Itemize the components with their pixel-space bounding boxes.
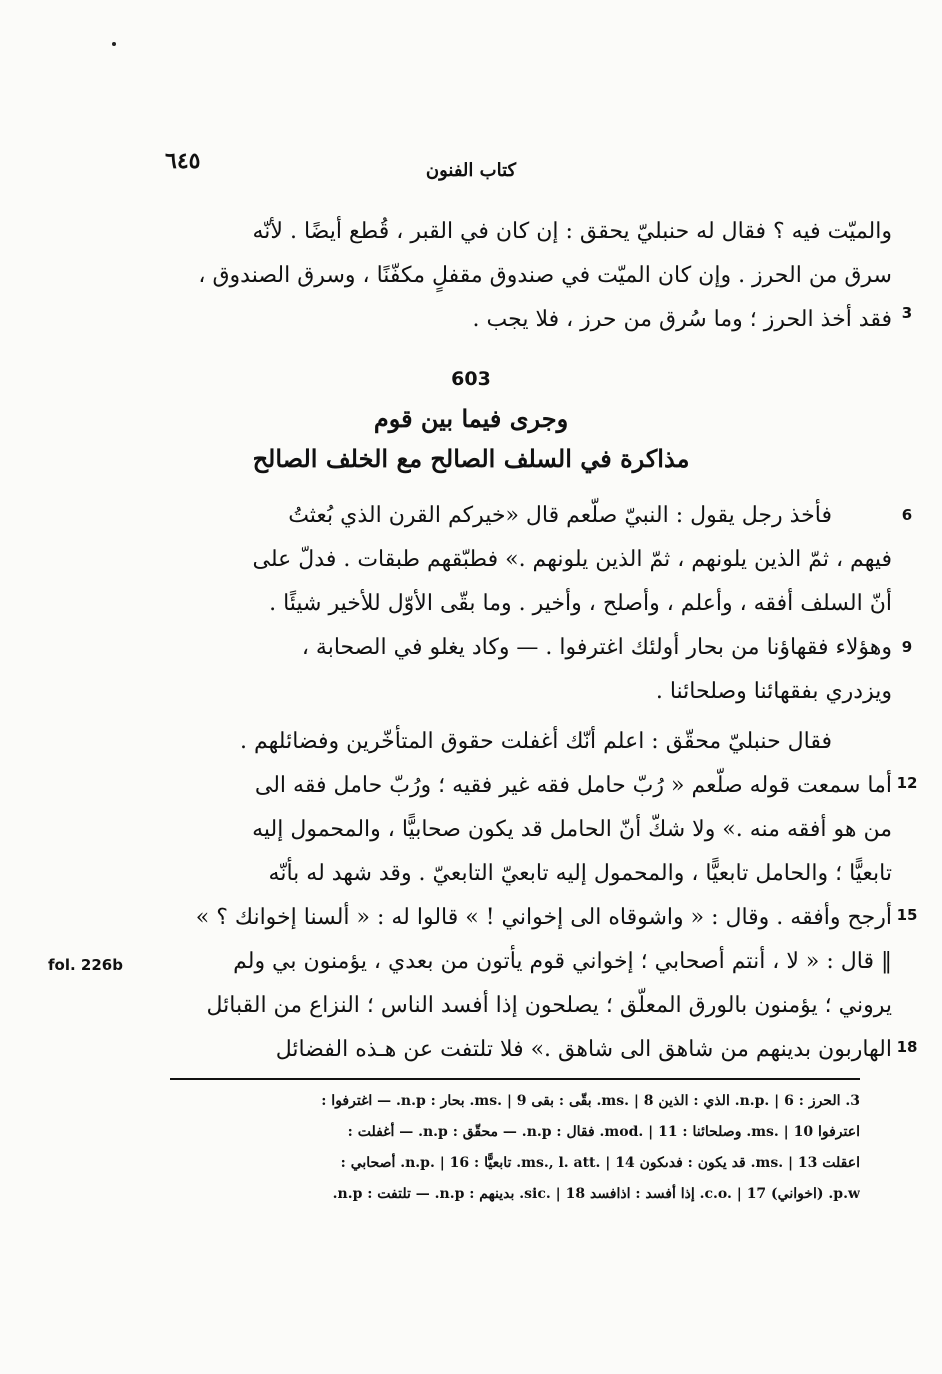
apparatus-line: 3. الحرز : n.p. | 6. الذي : الذين ms. | 8. بقّى : بقى ms. | 9. بحار : n.p. — اغترفوا :: [321, 1093, 860, 1109]
apparatus-line: اعقلت ms. | 13. قد يكون : فدىكون ms., l. att. | 14. تابعيًّا : n.p. | 16. أصحابي :: [340, 1155, 860, 1171]
text-line: أرجح وأفقه . وقال : « واشوقاه الى إخواني ! » قالوا له : « ألسنا إخوانك ؟ »: [195, 905, 892, 930]
text-line: والميّت فيه ؟ فقال له حنبليّ يحقق : إن كان في القبر ، قُطع أيضًا . لأنّه: [252, 219, 892, 244]
text-line: فقال حنبليّ محقّق : اعلم أنّك أغفلت حقوق المتأخّرين وفضائلهم .: [240, 729, 832, 754]
section-heading-line-2: مذاكرة في السلف الصالح مع الخلف الصالح: [252, 444, 690, 473]
section-number: 603: [451, 368, 491, 390]
line-number: 3: [901, 304, 913, 322]
page-number: ٦٤٥: [165, 148, 201, 174]
apparatus-rule: [170, 1078, 860, 1080]
text-line: وهؤلاء فقهاؤنا من بحار أولئك اغترفوا . — وكاد يغلو في الصحابة ،: [301, 635, 892, 660]
folio-note: fol. 226b: [48, 956, 123, 974]
text-line: ‖ قال : « لا ، أنتم أصحابي ؛ إخواني قوم يأتون من بعدي ، يؤمنون بي ولم: [233, 949, 892, 974]
critical-apparatus: [168, 1086, 860, 1210]
text-line: سرق من الحرز . وإن كان الميّت في صندوق مقفلٍ مكفّنًا ، وسرق الصندوق ،: [198, 263, 892, 288]
text-line: أنّ السلف أفقه ، وأعلم ، وأصلح ، وأخير . وما بقّى الأوّل للأخير شيئًا .: [269, 591, 892, 616]
text-line: يروني ؛ يؤمنون بالورق المعلّق ؛ يصلحون إذا أفسد الناس ؛ النزاع من القبائل: [206, 993, 892, 1018]
paper-speck: [112, 42, 116, 46]
text-block-3: [168, 720, 892, 1072]
text-line: فأخذ رجل يقول : النبيّ صلّعم قال «خيركم القرن الذي بُعثتُ: [288, 503, 832, 528]
apparatus-line: اعترفوا ms. | 10. وصلحائنا : mod. | 11. فقال : n.p. — محقّق : n.p. — أغفلت :: [347, 1124, 860, 1140]
line-number: 12: [896, 774, 918, 792]
apparatus-line: p.w. (اخواني) c.o. | 17. إذا أفسد : اذافسد sic. | 18. بدينهم : n.p. — تلتفت : n.p.: [332, 1186, 860, 1202]
line-number: 18: [896, 1038, 918, 1056]
running-title: كتاب الفنون: [425, 160, 517, 181]
text-line: من هو أفقه منه .» ولا شكّ أنّ الحامل قد يكون صحابيًّا ، والمحمول إليه: [252, 817, 892, 842]
line-number: 6: [901, 506, 913, 524]
text-line: ويزدري بفقهائنا وصلحائنا .: [655, 679, 892, 704]
text-line: فيهم ، ثمّ الذين يلونهم ، ثمّ الذين يلونهم .» فطبّقهم طبقات . فدلّ على: [252, 547, 892, 572]
text-line: فقد أخذ الحرز ؛ وما سُرق من حرز ، فلا يجب .: [472, 307, 892, 332]
section-heading-line-1: وجرى فيما بين قوم: [373, 404, 569, 433]
text-line: أما سمعت قوله صلّعم « رُبّ حامل فقه غير فقيه ؛ ورُبّ حامل فقه الى: [254, 773, 892, 798]
text-line: تابعيًّا ؛ والحامل تابعيًّا ، والمحمول إليه تابعيّ التابعيّ . وقد شهد له بأنّه: [268, 861, 892, 886]
text-line: الهاربون بدينهم من شاهق الى شاهق .» فلا تلتفت عن هـذه الفضائل: [275, 1037, 892, 1062]
text-block-2: [168, 494, 892, 714]
text-block-1: [168, 210, 892, 342]
line-number: 9: [901, 638, 913, 656]
line-number: 15: [896, 906, 918, 924]
